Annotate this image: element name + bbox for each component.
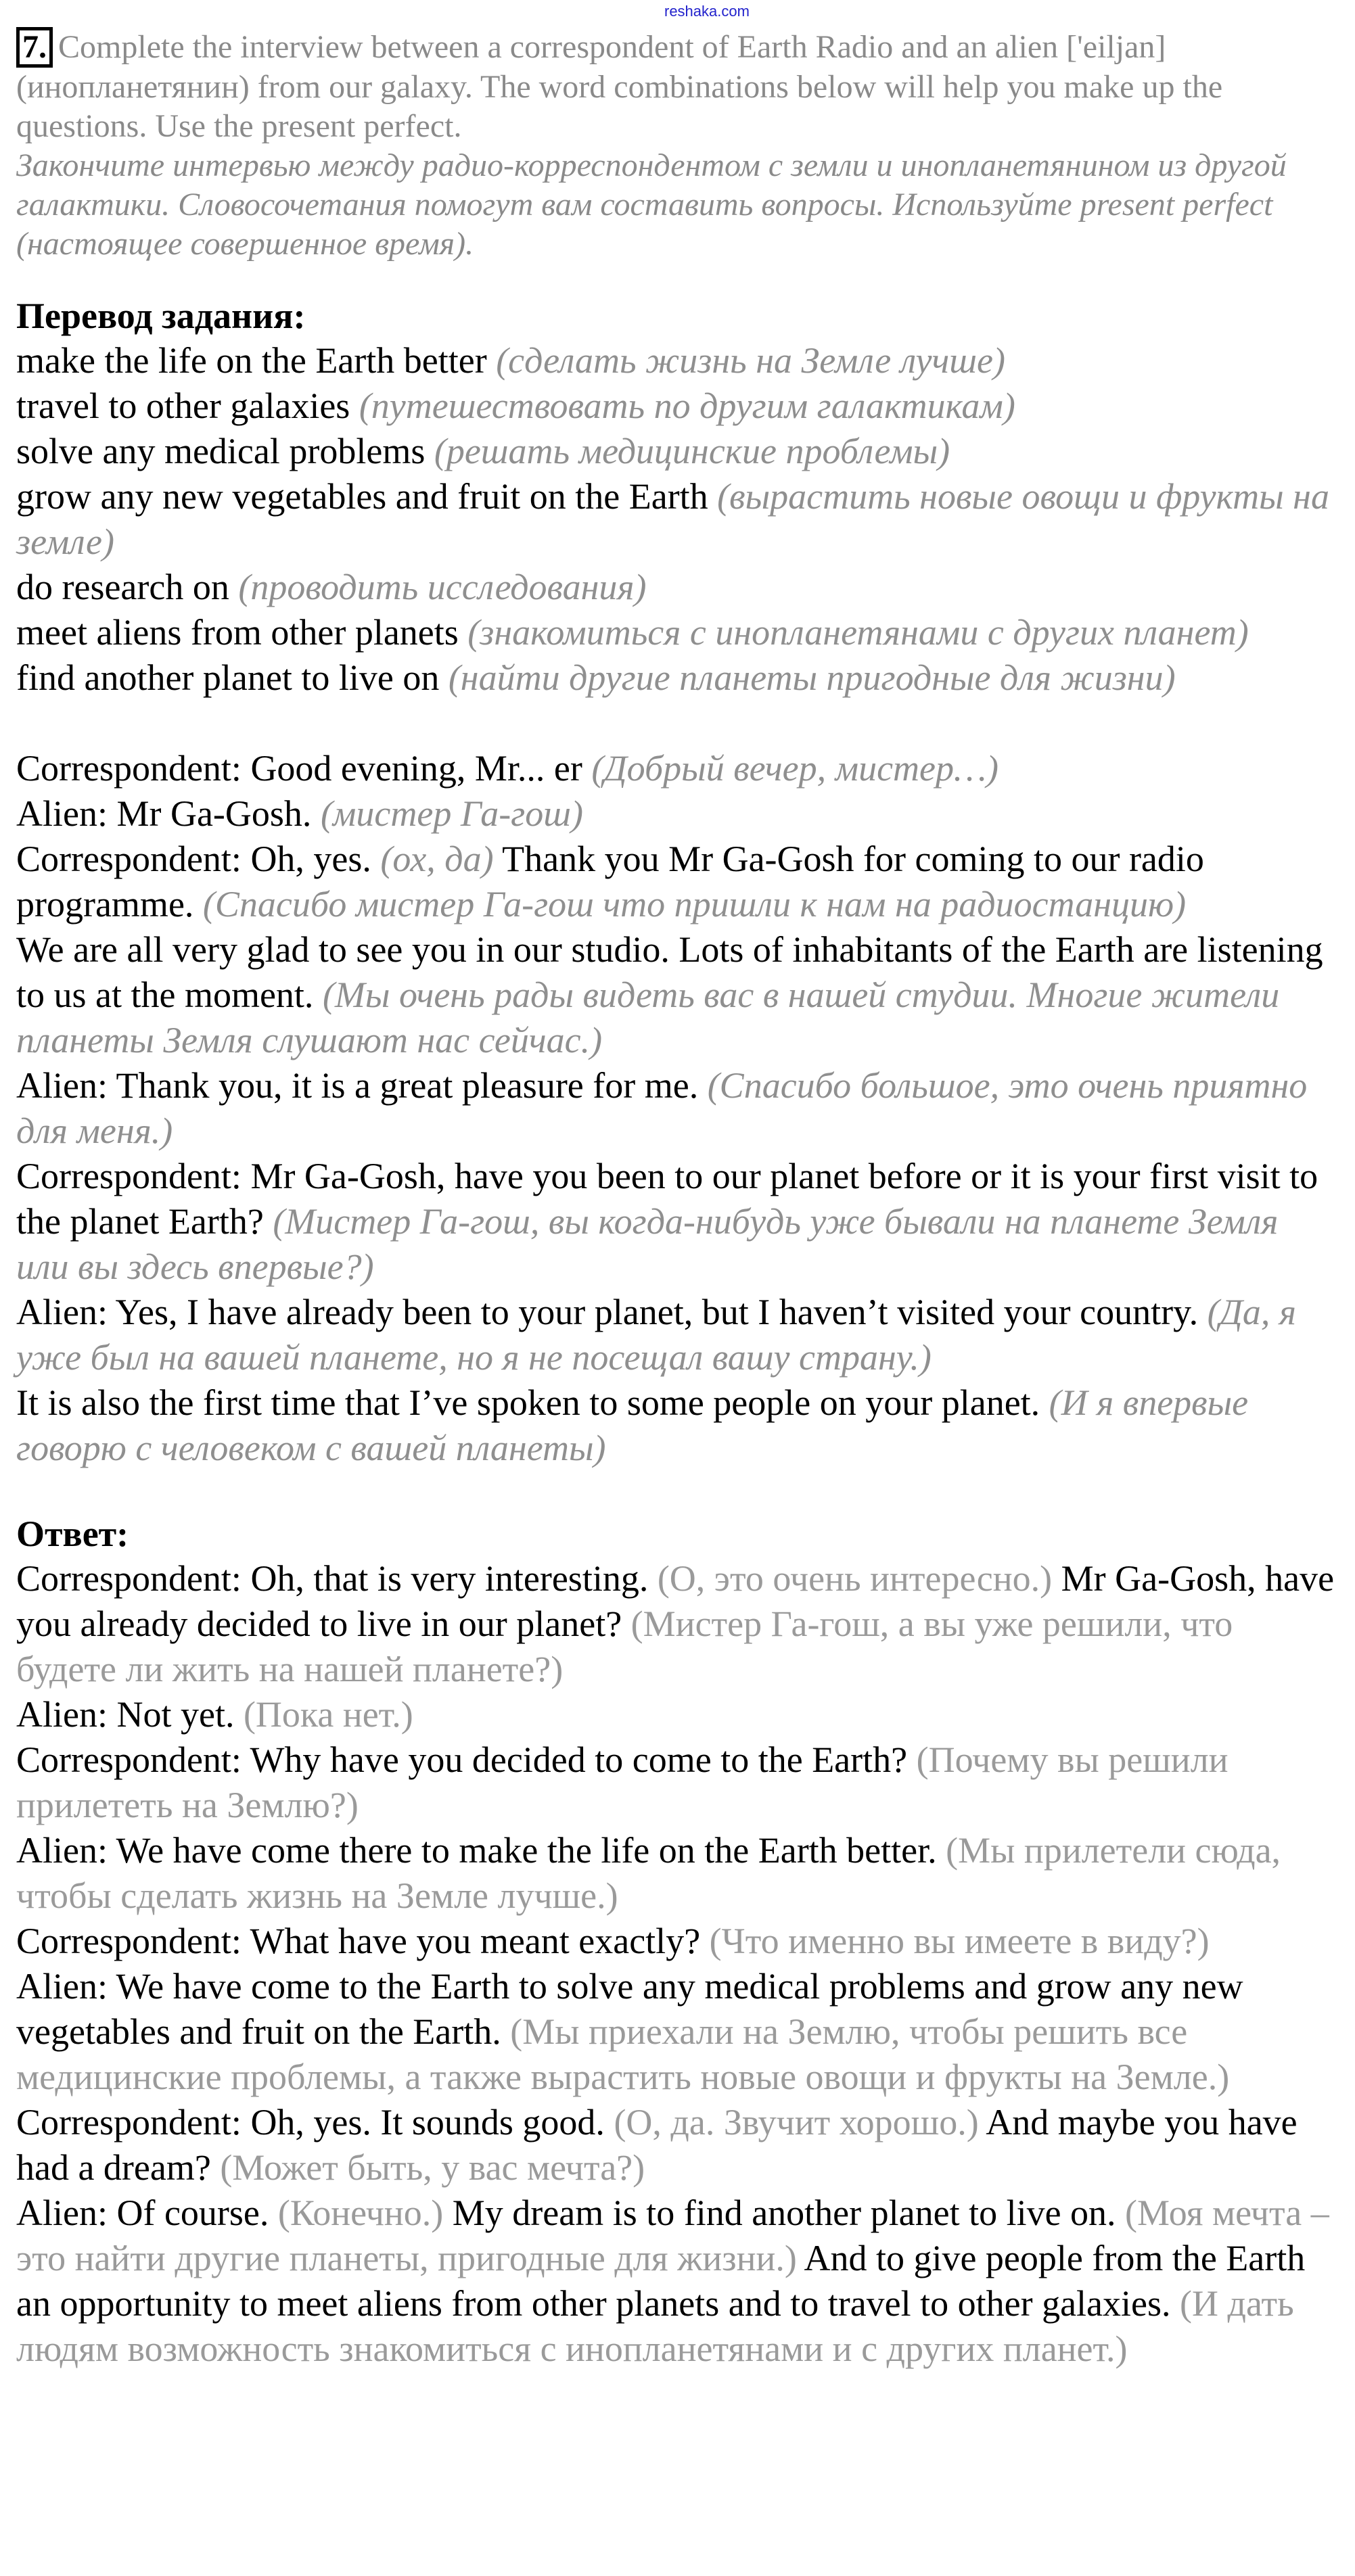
english-text: Alien: Thank you, it is a great pleasure for me.	[16, 1065, 708, 1106]
english-text: make the life on the Earth better	[16, 340, 497, 381]
english-text: Correspondent: Why have you decided to come to the Earth?	[16, 1739, 917, 1780]
english-text: meet aliens from other planets	[16, 612, 468, 653]
russian-translation: (Мы приехали на Землю, чтобы решить все медицинские проблемы, а также вырастить новые овощи и фрукты на Земле.)	[16, 2011, 1230, 2097]
paragraph	[16, 1063, 1335, 1154]
paragraph	[16, 2100, 1335, 2191]
russian-translation: (Пока нет.)	[243, 1694, 413, 1735]
english-text: We are all very glad to see you in our studio. Lots of inhabitants of the Earth are listening to us at the moment.	[16, 929, 1323, 1015]
russian-translation: (Спасибо мистер Га-гош что пришли к нам на радиостанцию)	[202, 884, 1187, 924]
russian-translation: (Моя мечта – это найти другие планеты, пригодные для жизни.)	[16, 2193, 1329, 2278]
paragraph	[16, 474, 1335, 565]
english-text: My dream is to find another planet to live on.	[443, 2193, 1126, 2233]
paragraph	[16, 791, 1335, 837]
russian-translation: (ох, да)	[380, 839, 494, 879]
instruction-russian: Закончите интервью между радио-корреспондентом с земли и инопланетянином из другой галактики. Словосочетания помогут вам составить вопросы. Используйте present perfect (настоящее совершенное время).	[16, 147, 1287, 262]
instruction-english: Complete the interview between a correspondent of Earth Radio and an alien ['eiljan] (инопланетянин) from our galaxy. The word combinations below will help you make up the questions. Use the present perfect.	[16, 29, 1223, 144]
russian-translation: (Мистер Га-гош, а вы уже решили, что будете ли жить на нашей планете?)	[16, 1603, 1233, 1689]
answer-dialog	[16, 1556, 1335, 2372]
russian-translation: (вырастить новые овощи и фрукты на земле)	[16, 476, 1329, 562]
paragraph	[16, 1964, 1335, 2100]
english-text: Correspondent: What have you meant exactly?	[16, 1921, 710, 1961]
task-translation	[16, 338, 1335, 1471]
english-text: Alien: Not yet.	[16, 1694, 244, 1735]
russian-translation: (Конечно.)	[277, 2193, 444, 2233]
russian-translation: (проводить исследования)	[238, 567, 647, 607]
english-text: Alien: Yes, I have already been to your planet, but I haven’t visited your country.	[16, 1292, 1208, 1332]
russian-translation: (Спасибо большое, это очень приятно для меня.)	[16, 1065, 1308, 1151]
english-text: solve any medical problems	[16, 431, 434, 471]
paragraph	[16, 927, 1335, 1063]
paragraph	[16, 610, 1335, 655]
russian-translation: (решать медицинские проблемы)	[434, 431, 950, 471]
russian-translation: (путешествовать по другим галактикам)	[359, 385, 1015, 426]
exercise-number: 7.	[16, 27, 53, 68]
russian-translation: (О, это очень интересно.)	[657, 1558, 1053, 1599]
russian-translation: (Мистер Га-гош, вы когда-нибудь уже бывали на планете Земля или вы здесь впервые?)	[16, 1201, 1279, 1287]
russian-translation: (Почему вы решили прилететь на Землю?)	[16, 1739, 1228, 1825]
paragraph	[16, 565, 1335, 610]
paragraph	[16, 1154, 1335, 1290]
russian-translation: (Что именно вы имеете в виду?)	[709, 1921, 1210, 1961]
paragraph	[16, 383, 1335, 429]
blank-line	[16, 701, 1335, 746]
english-text: travel to other galaxies	[16, 385, 359, 426]
english-text: do research on	[16, 567, 239, 607]
russian-translation: (Мы прилетели сюда, чтобы сделать жизнь на Земле лучше.)	[16, 1830, 1281, 1916]
paragraph	[16, 1556, 1335, 1692]
answer-heading: Ответ:	[16, 1514, 129, 1554]
paragraph	[16, 1737, 1335, 1828]
paragraph	[16, 429, 1335, 474]
english-text: Mr Ga-Gosh, have you already decided to live in our planet?	[16, 1558, 1335, 1644]
russian-translation: (О, да. Звучит хорошо.)	[614, 2102, 979, 2142]
english-text: Correspondent: Oh, that is very interesting.	[16, 1558, 658, 1599]
english-text: find another planet to live on	[16, 657, 449, 698]
paragraph	[16, 837, 1335, 927]
watermark: reshaka.com	[664, 3, 750, 20]
english-text: Alien: We have come to the Earth to solve any medical problems and grow any new vegetables and fruit on the Earth.	[16, 1966, 1243, 2052]
english-text: grow any new vegetables and fruit on the Earth	[16, 476, 718, 517]
exercise-content	[16, 27, 1335, 2372]
paragraph	[16, 1919, 1335, 1964]
english-text: Correspondent: Mr Ga-Gosh, have you been to our planet before or it is your first visit to the planet Earth?	[16, 1156, 1318, 1242]
paragraph	[16, 1290, 1335, 1380]
russian-translation: (И я впервые говорю с человеком с вашей планеты)	[16, 1382, 1249, 1468]
translation-heading: Перевод задания:	[16, 296, 306, 336]
paragraph	[16, 1380, 1335, 1471]
paragraph	[16, 746, 1335, 791]
english-text: Alien: We have come there to make the life on the Earth better.	[16, 1830, 946, 1871]
english-text: And to give people from the Earth an opportunity to meet aliens from other planets and to travel to other galaxies.	[16, 2238, 1306, 2324]
paragraph	[16, 338, 1335, 383]
paragraph	[16, 655, 1335, 701]
english-text: Alien: Of course.	[16, 2193, 278, 2233]
english-text: Thank you Mr Ga-Gosh for coming to our radio programme.	[16, 839, 1204, 924]
exercise-instruction	[16, 27, 1335, 264]
english-text: And maybe you have had a dream?	[16, 2102, 1297, 2188]
paragraph	[16, 1828, 1335, 1919]
russian-translation: (Добрый вечер, мистер…)	[591, 748, 999, 789]
paragraph	[16, 1692, 1335, 1737]
english-text: Correspondent: Good evening, Mr... er	[16, 748, 592, 789]
russian-translation: (найти другие планеты пригодные для жизни)	[448, 657, 1176, 698]
russian-translation: (сделать жизнь на Земле лучше)	[496, 340, 1005, 381]
russian-translation: (Мы очень рады видеть вас в нашей студии. Многие жители планеты Земля слушают нас сейчас.)	[16, 975, 1280, 1060]
russian-translation: (И дать людям возможность знакомиться с инопланетянами и с других планет.)	[16, 2283, 1294, 2369]
russian-translation: (знакомиться с инопланетянами с других планет)	[467, 612, 1249, 653]
russian-translation: (мистер Га-гош)	[320, 793, 583, 834]
russian-translation: (Да, я уже был на вашей планете, но я не посещал вашу страну.)	[16, 1292, 1297, 1378]
english-text: Alien: Mr Ga-Gosh.	[16, 793, 321, 834]
paragraph	[16, 2191, 1335, 2372]
english-text: Correspondent: Oh, yes. It sounds good.	[16, 2102, 614, 2142]
english-text: It is also the first time that I’ve spoken to some people on your planet.	[16, 1382, 1049, 1423]
russian-translation: (Может быть, у вас мечта?)	[220, 2147, 645, 2188]
english-text: Correspondent: Oh, yes.	[16, 839, 381, 879]
